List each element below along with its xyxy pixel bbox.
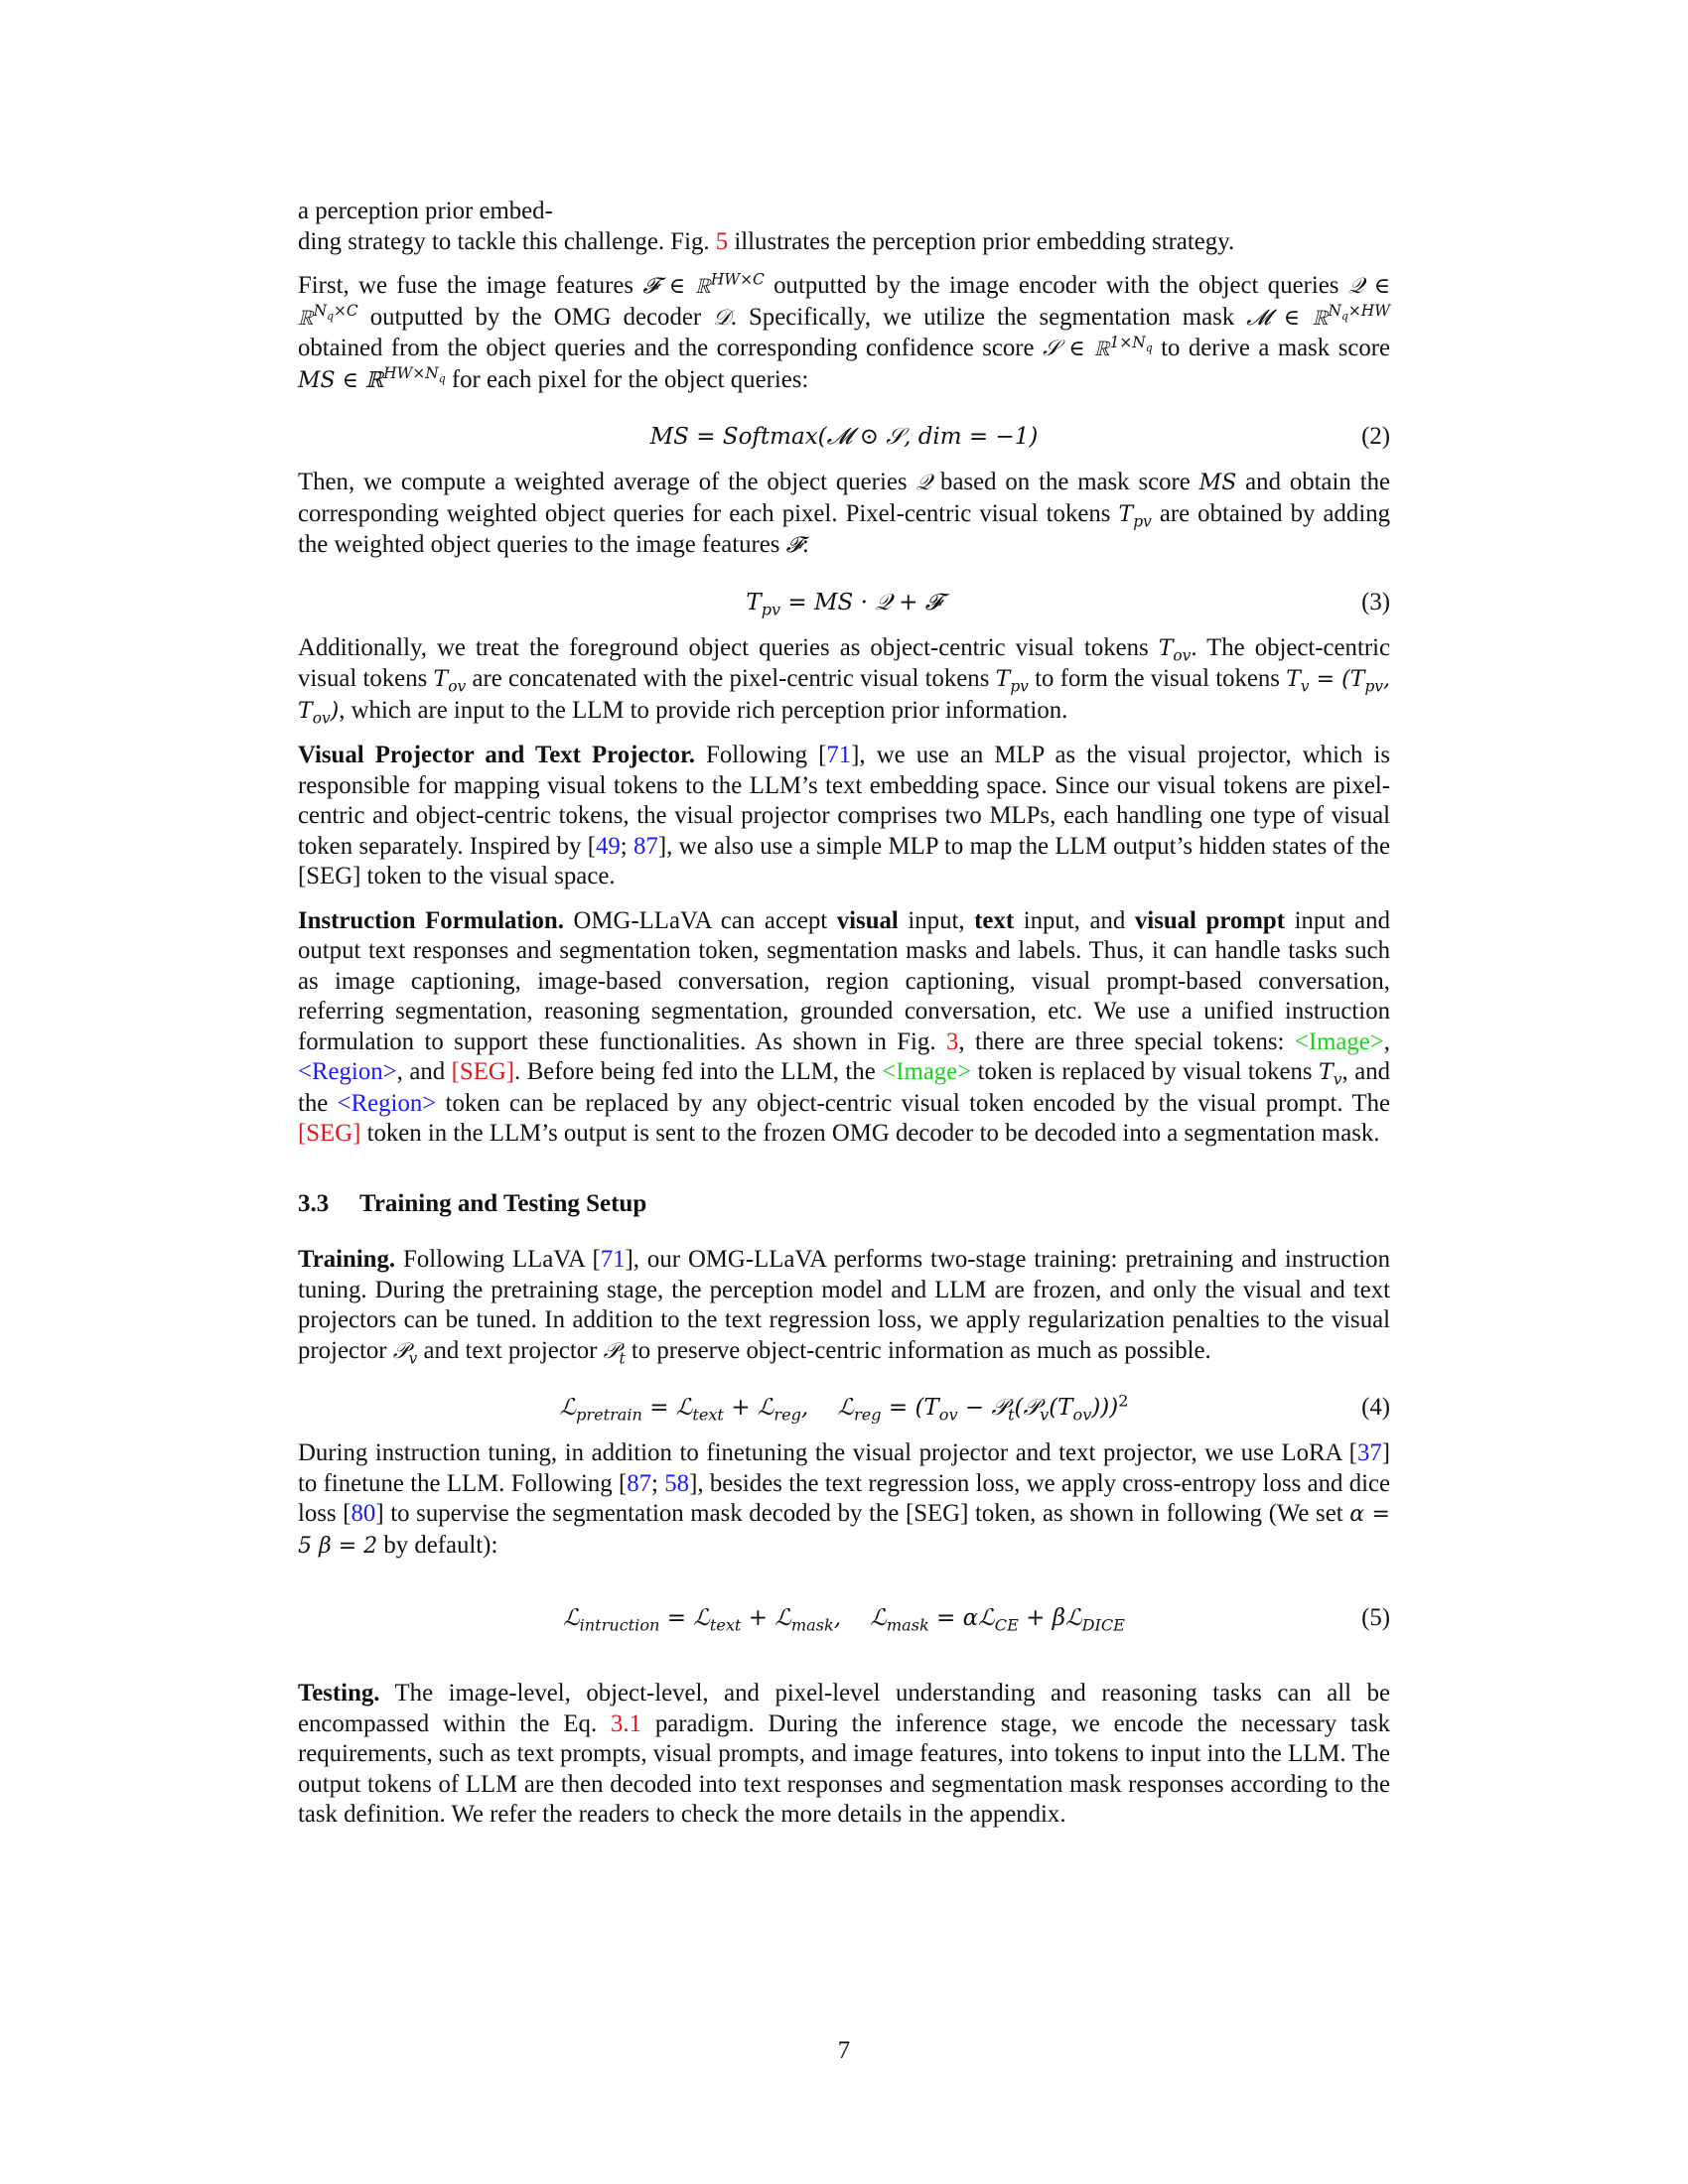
citation-37[interactable]: 37 xyxy=(1356,1439,1382,1466)
region-token: <Region> xyxy=(337,1089,437,1117)
figure-ref-5[interactable]: 5 xyxy=(715,227,729,255)
paragraph-additionally: Additionally, we treat the foreground object queries as object-centric visual tokens $T_{ov}$. The object-centric visual tokens $T_{ov}$ are concatenated with the pixel-centric visual tokens $T_{pv}$ to form the visual tokens $T_v = (T_{pv}$, $T_{ov}$), which are input to the LLM to provide rich perception prior information. xyxy=(298,633,1390,727)
equation-2-body: MS = Softmax(𝓜 ⊙ 𝒮, dim = −1) xyxy=(649,424,1039,450)
image-token: <Image> xyxy=(1294,1027,1384,1055)
math-S: 𝒮 ∈ ℝ$^{1\times N_q}$ xyxy=(1043,333,1153,361)
equation-5-number: (5) xyxy=(1361,1604,1390,1631)
equation-3 xyxy=(298,576,1390,633)
paper-page xyxy=(298,197,1390,1844)
paragraph-projector: Visual Projector and Text Projector. Following [71], we use an MLP as the visual projector, which is responsible for mapping visual tokens to the LLM’s text embedding space. Since our visual tokens are pixel-centric and object-centric tokens, the visual projector comprises two MLPs, each handling one type of visual token separately. Inspired by [49; 87], we also use a simple MLP to map the LLM output’s hidden states of the [SEG] token to the visual space. xyxy=(298,742,1391,889)
intro-line-1: a perception prior embed- xyxy=(298,198,553,224)
math-Q: 𝒬 ∈ ℝ$^{N_q\times C}$ xyxy=(298,274,1391,331)
seg-token: [SEG] xyxy=(451,1058,515,1085)
citation-87[interactable]: 87 xyxy=(627,1469,652,1497)
equation-3-number: (3) xyxy=(1361,588,1390,615)
paragraph-testing: Testing. The image-level, object-level, and pixel-level understanding and reasoning tasks can all be encompassed within the Eq. 3.1 paradigm. During the inference stage, we encode the necessary task requirements, such as text prompts, visual prompts, and image features, into tokens to input into the LLM. The output tokens of LLM are then decoded into text responses and segmentation mask responses according to the task definition. We refer the readers to check the more details in the appendix. xyxy=(298,1680,1390,1828)
section-title: Training and Testing Setup xyxy=(359,1189,647,1217)
equation-2-number: (2) xyxy=(1361,423,1390,450)
page-number: 7 xyxy=(837,2037,851,2064)
region-token: <Region> xyxy=(298,1058,397,1085)
instruction-heading: Instruction Formulation. xyxy=(298,906,564,934)
citation-49[interactable]: 49 xyxy=(595,832,621,860)
equation-3-body: $T_{pv}$ = MS · 𝒬 + 𝓕 xyxy=(746,589,942,619)
image-token: <Image> xyxy=(882,1058,972,1085)
citation-87[interactable]: 87 xyxy=(633,832,658,860)
citation-80[interactable]: 80 xyxy=(351,1500,376,1527)
equation-4-number: (4) xyxy=(1361,1394,1390,1421)
paragraph-instruction: Instruction Formulation. OMG-LLaVA can accept visual input, text input, and visual prompt input and output text responses and segmentation token, segmentation masks and labels. Thus, it can handle tasks such as image captioning, image-based conversation, region captioning, visual prompt-based conversation, referring segmentation, reasoning segmentation, grounded conversation, etc. We use a unified instruction formulation to support these functionalities. As shown in Fig. 3, there are three special tokens: <Image>, <Region>, and [SEG]. Before being fed into the LLM, the <Image> token is replaced by visual tokens $T_v$, and the <Region> token can be replaced by any object-centric visual token encoded by the visual prompt. The [SEG] token in the LLM’s output is sent to the frozen OMG decoder to be decoded into a segmentation mask. xyxy=(298,906,1390,1147)
equation-2 xyxy=(298,410,1390,468)
equation-4 xyxy=(298,1381,1390,1438)
training-heading: Training. xyxy=(298,1246,396,1273)
section-heading xyxy=(298,1189,1390,1220)
citation-58[interactable]: 58 xyxy=(664,1469,690,1497)
math-F: 𝓕 ∈ ℝ$^{HW\times C}$ xyxy=(642,270,765,299)
figure-ref-3[interactable]: 3 xyxy=(945,1027,959,1055)
citation-71[interactable]: 71 xyxy=(826,742,852,768)
paragraph-tuning: During instruction tuning, in addition to finetuning the visual projector and text projector, we use LoRA [37] to finetune the LLM. Following [87; 58], besides the text regression loss, we apply cross-entropy loss and dice loss [80] to supervise the segmentation mask decoded by the [SEG] token, as shown in following (We set α = 5 β = 2 by default): xyxy=(298,1439,1391,1559)
projector-heading: Visual Projector and Text Projector. xyxy=(298,742,695,768)
math-MS: MS ∈ ℝ$^{HW\times N_q}$ xyxy=(298,364,446,393)
equation-5 xyxy=(298,1575,1390,1665)
math-M: 𝓜 ∈ ℝ$^{N_q\times HW}$ xyxy=(1246,302,1390,331)
paragraph-training: Training. Following LLaVA [71], our OMG-LLaVA performs two-stage training: pretraining and instruction tuning. During the pretraining stage, the perception model and LLM are frozen, and only the visual and text projectors can be tuned. In addition to the text regression loss, we apply regularization penalties to the visual projector 𝒫$_v$ and text projector 𝒫$_t$ to preserve object-centric information as much as possible. xyxy=(298,1246,1390,1367)
seg-token: [SEG] xyxy=(298,1120,361,1147)
math-D: 𝒟 xyxy=(713,305,731,331)
testing-heading: Testing. xyxy=(298,1680,380,1706)
intro-paragraph: a perception prior embed- ding strategy to tackle this challenge. Fig. 5 illustrates the perception prior embedding strategy. xyxy=(298,198,1235,255)
equation-5-body: ℒ$_{intruction}$ = ℒ$_{text}$ + ℒ$_{mask}$, ℒ$_{mask}$ = αℒ$_{CE}$ + βℒ$_{DICE}$ xyxy=(563,1605,1125,1635)
equation-4-body: ℒ$_{pretrain}$ = ℒ$_{text}$ + ℒ$_{reg}$, ℒ$_{reg}$ = ($T_{ov}$ − $𝒫_t(𝒫_v(T_{ov})))^2$ xyxy=(559,1391,1129,1425)
equation-ref-3-1[interactable]: 3.1 xyxy=(611,1709,642,1737)
section-number: 3.3 xyxy=(298,1189,330,1217)
paragraph-fuse: First, we fuse the image features 𝓕 ∈ ℝ$^{HW\times C}$ outputted by the image encoder with the object queries 𝒬 ∈ ℝ$^{N_q\times C}$ outputted by the OMG decoder 𝒟. Specifically, we utilize the segmentation mask 𝓜 ∈ ℝ$^{N_q\times HW}$ obtained from the object queries and the corresponding confidence score 𝒮 ∈ ℝ$^{1\times N_q}$ to derive a mask score MS ∈ ℝ$^{HW\times N_q}$ for each pixel for the object queries: xyxy=(298,270,1391,393)
citation-71[interactable]: 71 xyxy=(600,1246,626,1273)
paragraph-then: Then, we compute a weighted average of the object queries 𝒬 based on the mask score MS and obtain the corresponding weighted object queries for each pixel. Pixel-centric visual tokens $T_{pv}$ are obtained by adding the weighted object queries to the image features 𝓕: xyxy=(298,469,1391,558)
